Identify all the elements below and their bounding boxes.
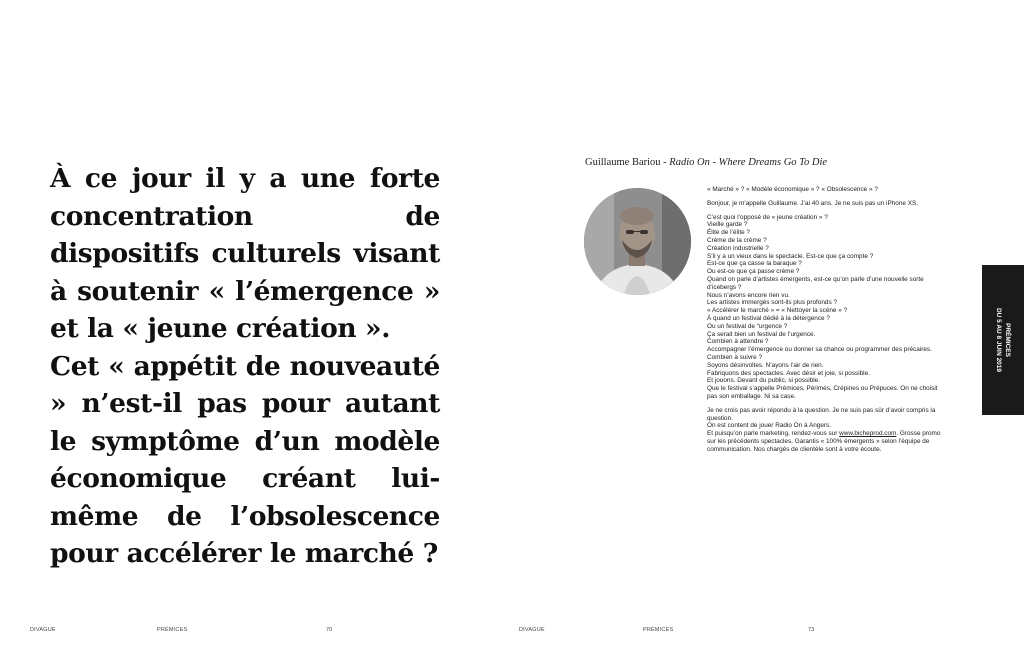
body-line: Ça serait bien un festival de l’urgence. [707, 330, 816, 338]
body-line: Fabriquons des spectacles. Avec désir et joie, si possible. [707, 369, 870, 377]
body-line: Je ne crois pas avoir répondu à la question. Je ne suis pas sûr d’avoir compris la [707, 406, 936, 414]
side-tab-text [994, 308, 1012, 372]
body-line: « Accélérer le marché » = « Nettoyer la scène » ? [707, 307, 848, 315]
body-line: d’icebergs ? [707, 283, 742, 291]
author-portrait [584, 188, 691, 295]
article-author: Guillaume Bariou [585, 157, 661, 168]
footer-left-page-number: 70 [326, 627, 333, 633]
body-line: Et jouons. Devant du public, si possible. [707, 377, 820, 385]
website-link[interactable]: www.bicheprod.com [839, 430, 897, 438]
body-line: sur les précédents spectacles. Garantis « 100% émergents » selon l’équipe de [707, 437, 930, 445]
article-separator: - [660, 157, 670, 168]
footer-right-page-number: 73 [808, 627, 815, 633]
link-line-after: . Grosse promo [896, 430, 941, 438]
body-line: pas son emballage. Ni sa case. [707, 392, 796, 400]
article-header [585, 157, 985, 168]
body-line: Est-ce que ça casse la baraque ? [707, 260, 802, 268]
body-line-with-link [707, 430, 969, 438]
body-line: Combien à suivre ? [707, 353, 763, 361]
body-line: Bonjour, je m’appelle Guillaume. J’ai 40 ans. Je ne suis pas un iPhone XS. [707, 199, 919, 207]
pull-quote-paragraph-1: À ce jour il y a une forte concentration de dispositifs culturels visant à soutenir « l’émergence » et la « jeune création ». [50, 163, 440, 344]
article-body [707, 186, 969, 454]
side-tab-dates: DU 5 AU 8 JUIN 2019 [995, 307, 1002, 373]
body-line: Élite de l’élite ? [707, 229, 750, 237]
body-line: À quand un festival dédié à la détergence ? [707, 314, 830, 322]
body-line: S’il y a un vieux dans le spectacle. Est-ce que ça compte ? [707, 252, 874, 260]
body-line: Les artistes immergés sont-ils plus profonds ? [707, 299, 837, 307]
side-tab-title: PRÉMICES [1004, 323, 1011, 357]
pull-quote [50, 160, 440, 573]
body-line: Création industrielle ? [707, 244, 769, 252]
body-line: Soyons désinvoltes. N’ayons l’air de rien. [707, 361, 824, 369]
body-line: C’est quoi l’opposé de « jeune création » ? [707, 213, 828, 221]
body-line: question. [707, 414, 733, 422]
body-line: Nous n’avons encore rien vu. [707, 291, 790, 299]
article-title: Radio On - Where Dreams Go To Die [669, 157, 828, 168]
body-line: Quand on parle d’artistes émergents, est-ce qu’on parle d’une nouvelle sorte [707, 275, 924, 283]
body-line: Que le festival s’appelle Prémices, Périmés, Crépines ou Prépuces. On ne choisit [707, 385, 938, 393]
pull-quote-paragraph-2: Cet « appétit de nouveauté » n’est-il pas pour autant le symptôme d’un modèle économique créant lui-même de l’obsolescence pour accélérer le marché ? [50, 350, 440, 569]
body-line: On est content de jouer Radio On à Angers. [707, 422, 831, 430]
right-page [512, 0, 1024, 670]
body-line: communication. Nos chargés de clientèle sont à votre écoute. [707, 445, 882, 453]
body-line: Ou est-ce que ça passe crème ? [707, 268, 800, 276]
body-line: Accompagner l’émergence ou donner sa chance ou programmer des précaires. [707, 346, 932, 354]
body-line: Vieille garde ? [707, 221, 748, 229]
body-line: Crème de la crème ? [707, 236, 767, 244]
body-line: Combien à attendre ? [707, 338, 769, 346]
link-line-before: Et puisqu’on parle marketing, rendez-vous sur [707, 430, 840, 438]
footer-right-section: PRÉMICES [643, 627, 674, 633]
body-line: Ou un festival de “urgence ? [707, 322, 788, 330]
footer-right-brand: DIVAGUE [519, 627, 545, 633]
section-side-tab [982, 265, 1024, 415]
footer-left-section: PRÉMICES [157, 627, 188, 633]
portrait-image [584, 188, 691, 295]
footer-left-brand: DIVAGUE [30, 627, 56, 633]
body-line: « Marché » ? « Modèle économique » ? « Obsolescence » ? [707, 186, 878, 193]
